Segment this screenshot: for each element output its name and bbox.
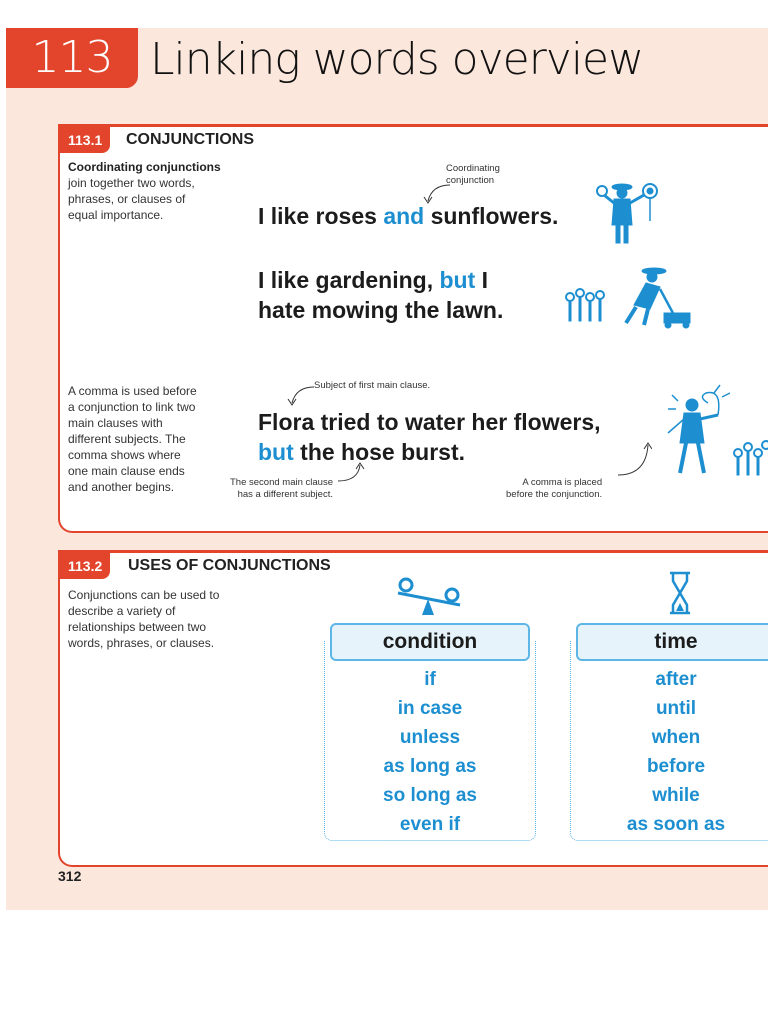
desc-line: words, phrases, or clauses. [68, 636, 215, 650]
lawnmower-icon [564, 265, 714, 329]
hourglass-icon [668, 571, 692, 615]
section-uses-panel [58, 550, 768, 867]
desc-line: describe a variety of [68, 604, 176, 618]
list-item: unless [399, 727, 461, 748]
chapter-number: 113 [6, 28, 138, 88]
conjunction-highlight: but [439, 267, 476, 293]
text: I like roses [258, 203, 384, 229]
desc-line: different subjects. The [68, 432, 186, 446]
desc-line: Conjunctions can be used to [68, 588, 220, 602]
desc-line: a conjunction to link two [68, 400, 196, 414]
list-item: if [424, 669, 436, 690]
example-sentence-1 [258, 201, 558, 231]
chapter-title: Linking words overview [150, 34, 644, 85]
note-line: Coordinating [446, 163, 500, 174]
annotation-arrow [616, 439, 652, 479]
seesaw-icon [394, 575, 464, 617]
desc-line: and another begins. [68, 480, 175, 494]
note-line: A comma is placed [522, 477, 603, 488]
comma-description [68, 383, 238, 495]
list-item: until [655, 698, 697, 719]
section-number: 113.1 [60, 127, 110, 153]
desc-line: one main clause ends [68, 464, 185, 478]
section-conjunctions-panel [58, 124, 768, 533]
desc-line: comma shows where [68, 448, 181, 462]
desc-line: equal importance. [68, 208, 164, 222]
example-sentence-2 [258, 265, 503, 325]
example-sentence-3 [258, 407, 601, 467]
annotation-arrow [286, 383, 316, 407]
woman-sunflower-icon [594, 181, 664, 247]
time-list [576, 665, 768, 839]
coordinating-description [68, 159, 248, 223]
section-title: USES OF CONJUNCTIONS [128, 557, 331, 574]
desc-line: main clauses with [68, 416, 163, 430]
desc-line: phrases, or clauses of [68, 192, 186, 206]
coordinating-term: Coordinating conjunctions [68, 160, 221, 174]
box-heading: condition [330, 623, 530, 661]
section-title: CONJUNCTIONS [126, 131, 255, 148]
annotation-arrow [336, 459, 366, 485]
text: I like gardening, [258, 267, 440, 293]
time-box [576, 623, 768, 841]
list-item: as soon as [626, 814, 726, 835]
annotation-coordinating [446, 163, 500, 187]
section-number: 113.2 [60, 553, 110, 579]
box-heading: time [576, 623, 768, 661]
text: the hose burst. [293, 439, 466, 465]
list-item: after [655, 669, 697, 690]
note-line: has a different subject. [237, 489, 333, 500]
list-item: when [651, 727, 701, 748]
uses-description [68, 587, 268, 651]
desc-line: A comma is used before [68, 384, 197, 398]
text: I [475, 267, 489, 293]
note-line: before the conjunction. [506, 489, 603, 500]
conjunction-highlight: but [258, 439, 294, 465]
text: sunflowers. [424, 203, 559, 229]
conjunction-highlight: and [383, 203, 425, 229]
condition-list [330, 665, 530, 839]
condition-box [330, 623, 530, 841]
list-item: so long as [383, 785, 477, 806]
page-number: 312 [58, 868, 82, 884]
list-item: as long as [383, 756, 477, 777]
list-item: before [646, 756, 706, 777]
desc-line: join together two words, [68, 176, 195, 190]
annotation-second-clause [230, 477, 333, 501]
annotation-comma [506, 477, 602, 501]
list-item: even if [399, 814, 461, 835]
desc-line: relationships between two [68, 620, 207, 634]
hose-burst-icon [664, 383, 768, 479]
note-line: The second main clause [230, 477, 333, 488]
text: Flora tried to water her flowers, [258, 409, 601, 435]
note-line: conjunction [446, 175, 495, 186]
text: hate mowing the lawn. [258, 297, 504, 323]
list-item: in case [397, 698, 463, 719]
list-item: while [652, 785, 700, 806]
annotation-subject: Subject of first main clause. [314, 380, 431, 391]
